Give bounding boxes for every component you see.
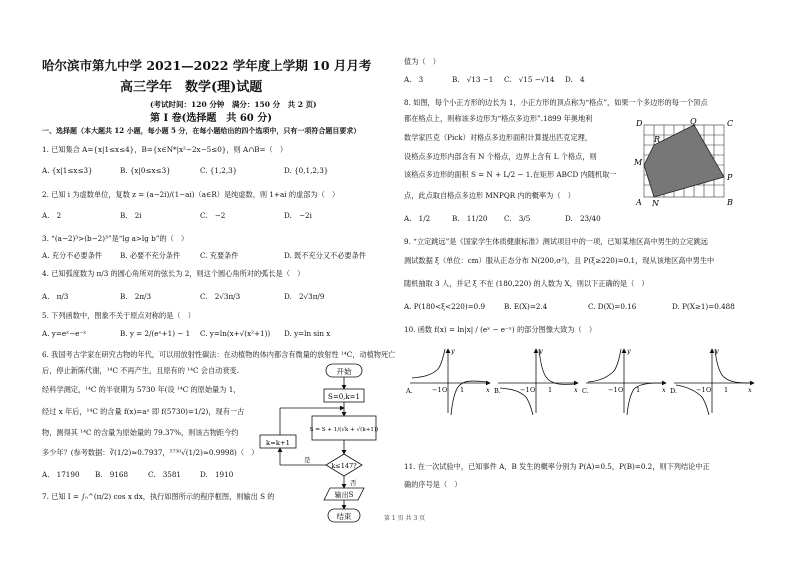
- flow-condition: k≤147?: [331, 462, 357, 470]
- graph-a-tick-neg1: −1: [432, 386, 442, 394]
- q2-option-d: D. −2i: [284, 211, 312, 220]
- question-8-line-4: 设格点多边形内部含有 N 个格点，边界上含有 L 个格点，则: [404, 152, 597, 161]
- label-m: M: [634, 158, 643, 167]
- q4-option-d: D. 2√3π/9: [284, 292, 325, 301]
- question-11-line-1: 11. 在一次试验中，已知事件 A，B 发生的概率分别为 P(A)=0.5，P(B)=0.2，则下列结论中正: [404, 462, 710, 471]
- graph-a-x: x: [486, 386, 490, 394]
- graph-b-tick-neg1: −1: [520, 386, 530, 394]
- q3-option-a: A. 充分不必要条件: [42, 251, 103, 260]
- q5-option-d: D. y=ln sin x: [284, 329, 331, 338]
- section-heading: 第 Ⅰ 卷(选择题 共 60 分): [150, 113, 272, 124]
- q9-option-c: C. D(X)=0.16: [588, 302, 637, 311]
- graph-b-y: y: [539, 347, 543, 355]
- graph-c-origin: O: [618, 386, 624, 394]
- q1-option-c: C. {1,2,3}: [200, 166, 238, 175]
- q3-option-c: C. 充要条件: [200, 251, 239, 260]
- question-8-line-2: 都在格点上，则称该多边形为“格点多边形”.1899 年奥地利: [404, 114, 593, 123]
- graph-d-label: D.: [670, 387, 678, 395]
- q7-option-c: C. √15 −√14: [504, 75, 555, 84]
- q6-option-c: C. 3581: [148, 470, 182, 479]
- q2-option-b: B. 2i: [120, 211, 142, 220]
- flowchart: [258, 362, 388, 524]
- question-8-line-1: 8. 如图，每个小正方形的边长为 1，小正方形的顶点称为“格点”，如果一个多边形的每一个顶点: [404, 98, 708, 107]
- flow-init: S=0,k=1: [328, 393, 360, 401]
- q1-option-a: A. {x|1≤x≤3}: [42, 166, 93, 175]
- question-6-line-2: 后，停止新陈代谢，¹⁴C 不再产生，且原有的 ¹⁴C 会自动衰变.: [42, 366, 239, 375]
- question-6-line-6: 多少年？(参考数据：∛(1/2)≈0.7937，⁵⁷³⁰√(1/2)≈0.9998)（ ）: [42, 448, 259, 457]
- graph-b-x: x: [574, 386, 578, 394]
- label-r: R: [654, 135, 661, 144]
- question-4: 4. 已知弧度数为 π/3 的圆心角所对的弦长为 2，则这个圆心角所对的弧长是（ ）: [42, 269, 305, 278]
- flow-start: 开始: [336, 367, 352, 376]
- q2-option-a: A. 2: [42, 211, 62, 220]
- q3-option-d: D. 既不充分又不必要条件: [284, 251, 366, 260]
- graph-a-y: y: [451, 347, 455, 355]
- flow-update: S = S + 1/(√k + √(k+1)): [309, 427, 379, 433]
- question-7: 7. 已知 I = ∫₀^(π/2) cos x dx，执行如图所示的程序框图，则输出 S 的: [42, 492, 275, 501]
- question-8-line-6: 点，此点取自格点多边形 MNPQR 内的概率为（ ）: [404, 191, 575, 200]
- graph-b-origin: O: [530, 386, 536, 394]
- instructions: 一、选择题（本大题共 12 小题，每小题 5 分，在每小题给出的四个选项中，只有一项符合题目要求）: [42, 126, 361, 135]
- graph-d-y: y: [715, 347, 719, 355]
- question-10: 10. 函数 f(x) = ln|x| / (eˣ − e⁻ˣ) 的部分图像大致为（ ）: [404, 325, 597, 334]
- exam-info: (考试时间：120 分钟 满分：150 分 共 2 页): [150, 100, 317, 109]
- q10-graphs: [404, 345, 756, 417]
- question-1: 1. 已知集合 A={x|1≤x≤4}，B={x∈N*|x²−2x−5≤0}，则 A∩B=（ ）: [42, 145, 288, 154]
- q4-option-c: C. 2√3π/3: [200, 292, 241, 301]
- label-p: P: [727, 173, 733, 182]
- graph-a-origin: O: [442, 386, 448, 394]
- question-5: 5. 下列函数中，图象不关于原点对称的是（ ）: [42, 311, 195, 320]
- question-3: 3. “(a−2)³>(b−2)³”是“lg a>lg b”的（ ）: [42, 234, 189, 243]
- q7-option-a: A. 3: [404, 75, 424, 84]
- label-n: N: [652, 199, 659, 208]
- q9-option-a: A. P(180<ξ<220)=0.9: [404, 302, 486, 311]
- q6-option-d: D. 1910: [200, 470, 234, 479]
- question-6-line-4: 经过 x 年后，¹⁴C 的含量 f(x)=aˣ 即 f(5730)=1/2)，现有一古: [42, 407, 245, 416]
- q5-option-a: A. y=eˣ−e⁻ˣ: [42, 329, 87, 338]
- label-b: B: [727, 198, 733, 207]
- question-8-line-3: 数学家匹克（Pick）对格点多边形面积计算提出匹克定理，: [404, 133, 593, 142]
- graph-c-tick-1: 1: [636, 386, 641, 394]
- label-c: C: [727, 119, 734, 128]
- q7-option-d: D. 4: [565, 75, 585, 84]
- q9-option-b: B. E(X)=2.4: [504, 302, 548, 311]
- q5-option-c: C. y=ln(x+√(x²+1)): [200, 329, 271, 338]
- q3-option-b: B. 必要不充分条件: [120, 251, 181, 260]
- label-q: Q: [690, 117, 697, 126]
- question-9-line-2: 测试数据 ξ（单位：cm）服从正态分布 N(200,σ²)，且 P(ξ≥220)=0.1，现从该地区高中男生中: [404, 256, 715, 265]
- label-a: A: [636, 198, 642, 207]
- question-2: 2. 已知 i 为虚数单位，复数 z = (a−2i)/(1−ai)（a∈R）是纯虚数，则 1+ai 的虚部为（ ）: [42, 190, 340, 199]
- q1-option-d: D. {0,1,2,3}: [284, 166, 329, 175]
- graph-a-label: A.: [406, 387, 413, 395]
- flow-output: 输出S: [334, 491, 354, 499]
- question-6-line-1: 6. 我国考古学家在研究古物的年代，可以用放射性碳法：在动植物的体内都含有微量的放射性 ¹⁴C，动植物死亡: [42, 350, 396, 359]
- graph-b-label: B.: [494, 387, 501, 395]
- graph-c-x: x: [662, 386, 666, 394]
- question-6-line-3: 经科学测定，¹⁴C 的半衰期为 5730 年(设 ¹⁴C 的原始量为 1，: [42, 385, 241, 394]
- q1-option-b: B. {x|0≤x≤3}: [120, 166, 171, 175]
- q6-option-a: A. 17190: [42, 470, 80, 479]
- q4-option-b: B. 2π/3: [120, 292, 152, 301]
- graph-d-origin: O: [706, 386, 712, 394]
- q2-option-c: C. −2: [200, 211, 226, 220]
- q8-option-d: D. 23/40: [565, 214, 601, 223]
- flow-no: 否: [350, 479, 357, 487]
- question-6-line-5: 物，测得其 ¹⁴C 的含量为原始量的 79.37%，则该古物距今约: [42, 428, 239, 437]
- q7-option-b: B. √13 −1: [452, 75, 494, 84]
- question-9-line-3: 随机抽取 3 人，并记 ξ 不在 (180,220) 的人数为 X，则以下正确的是（ ）: [404, 279, 649, 288]
- q7-tail: 值为（ ）: [404, 57, 440, 66]
- graph-b-tick-1: 1: [548, 386, 553, 394]
- graph-d-x: x: [748, 386, 752, 394]
- flow-end: 结束: [336, 512, 352, 521]
- flow-yes: 是: [304, 456, 311, 464]
- q9-option-d: D. P(X≥1)=0.488: [672, 302, 735, 311]
- q6-option-b: B. 9168: [95, 470, 129, 479]
- question-11-line-2: 确的序号是（ ）: [404, 480, 462, 489]
- label-d: D: [636, 119, 643, 128]
- graph-c-y: y: [627, 347, 631, 355]
- exam-subtitle: 高三学年 数学(理)试题: [120, 80, 263, 95]
- q8-option-a: A. 1/2: [404, 214, 431, 223]
- graph-a-tick-1: 1: [460, 386, 465, 394]
- question-8-line-5: 该格点多边形的面积 S = N + L/2 − 1.在矩形 ABCD 内随机取一: [404, 170, 617, 179]
- q8-option-c: C. 3/5: [504, 214, 531, 223]
- grid-polygon-figure: [632, 116, 742, 208]
- q8-option-b: B. 11/20: [452, 214, 488, 223]
- q5-option-b: B. y = 2/(eˣ+1) − 1: [120, 329, 191, 338]
- question-9-line-1: 9. “立定跳远”是《国家学生体质健康标准》测试项目中的一项，已知某地区高中男生的立定跳远: [404, 237, 708, 246]
- q4-option-a: A. π/3: [42, 292, 69, 301]
- page-footer: 第 1 页 共 3 页: [384, 515, 426, 522]
- graph-d-tick-neg1: −1: [696, 386, 706, 394]
- exam-title: 哈尔滨市第九中学 2021—2022 学年度上学期 10 月月考: [42, 58, 372, 73]
- flow-loop: k=k+1: [266, 439, 290, 447]
- graph-c-label: C.: [582, 387, 589, 395]
- graph-d-tick-1: 1: [724, 386, 729, 394]
- graph-c-tick-neg1: −1: [608, 386, 618, 394]
